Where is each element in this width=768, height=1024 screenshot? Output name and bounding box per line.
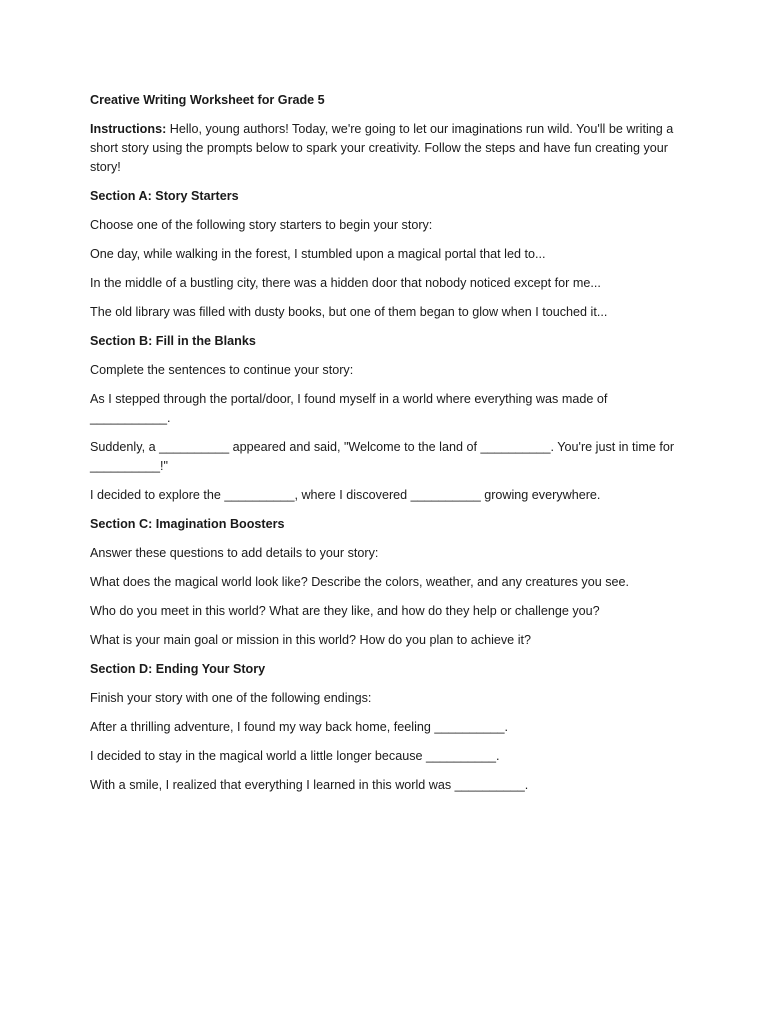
ending-item: I decided to stay in the magical world a little longer because __________. xyxy=(90,749,500,763)
story-starter-item: One day, while walking in the forest, I stumbled upon a magical portal that led to... xyxy=(90,247,546,261)
instructions-paragraph xyxy=(90,120,690,177)
section-c-heading: Section C: Imagination Boosters xyxy=(90,517,285,531)
story-starter-item: The old library was filled with dusty books, but one of them began to glow when I touched it... xyxy=(90,305,608,319)
section-a-heading: Section A: Story Starters xyxy=(90,189,239,203)
section-a-intro: Choose one of the following story starters to begin your story: xyxy=(90,218,433,232)
imagination-question-item: Who do you meet in this world? What are they like, and how do they help or challenge you? xyxy=(90,604,600,618)
section-b-heading: Section B: Fill in the Blanks xyxy=(90,334,256,348)
imagination-question-item: What is your main goal or mission in this world? How do you plan to achieve it? xyxy=(90,633,531,647)
imagination-question-item: What does the magical world look like? Describe the colors, weather, and any creatures you see. xyxy=(90,575,630,589)
section-d-heading: Section D: Ending Your Story xyxy=(90,662,266,676)
section-b-intro: Complete the sentences to continue your story: xyxy=(90,363,354,377)
section-d-intro: Finish your story with one of the following endings: xyxy=(90,691,372,705)
instructions-text: Hello, young authors! Today, we're going to let our imaginations run wild. You'll be writing a short story using the prompts below to spark your creativity. Follow the steps and have fun creating your story! xyxy=(90,122,674,174)
ending-item: After a thrilling adventure, I found my way back home, feeling __________. xyxy=(90,720,508,734)
section-c-intro: Answer these questions to add details to your story: xyxy=(90,546,379,560)
worksheet-page xyxy=(90,91,690,805)
fill-blank-item: As I stepped through the portal/door, I found myself in a world where everything was made of ___________. xyxy=(90,392,608,425)
story-starter-item: In the middle of a bustling city, there was a hidden door that nobody noticed except for me... xyxy=(90,276,601,290)
worksheet-title: Creative Writing Worksheet for Grade 5 xyxy=(90,93,325,107)
fill-blank-item: I decided to explore the __________, where I discovered __________ growing everywhere. xyxy=(90,488,601,502)
instructions-label: Instructions: xyxy=(90,122,167,136)
ending-item: With a smile, I realized that everything I learned in this world was __________. xyxy=(90,778,529,792)
fill-blank-item: Suddenly, a __________ appeared and said, "Welcome to the land of __________. You're just in time for __________!" xyxy=(90,440,675,473)
